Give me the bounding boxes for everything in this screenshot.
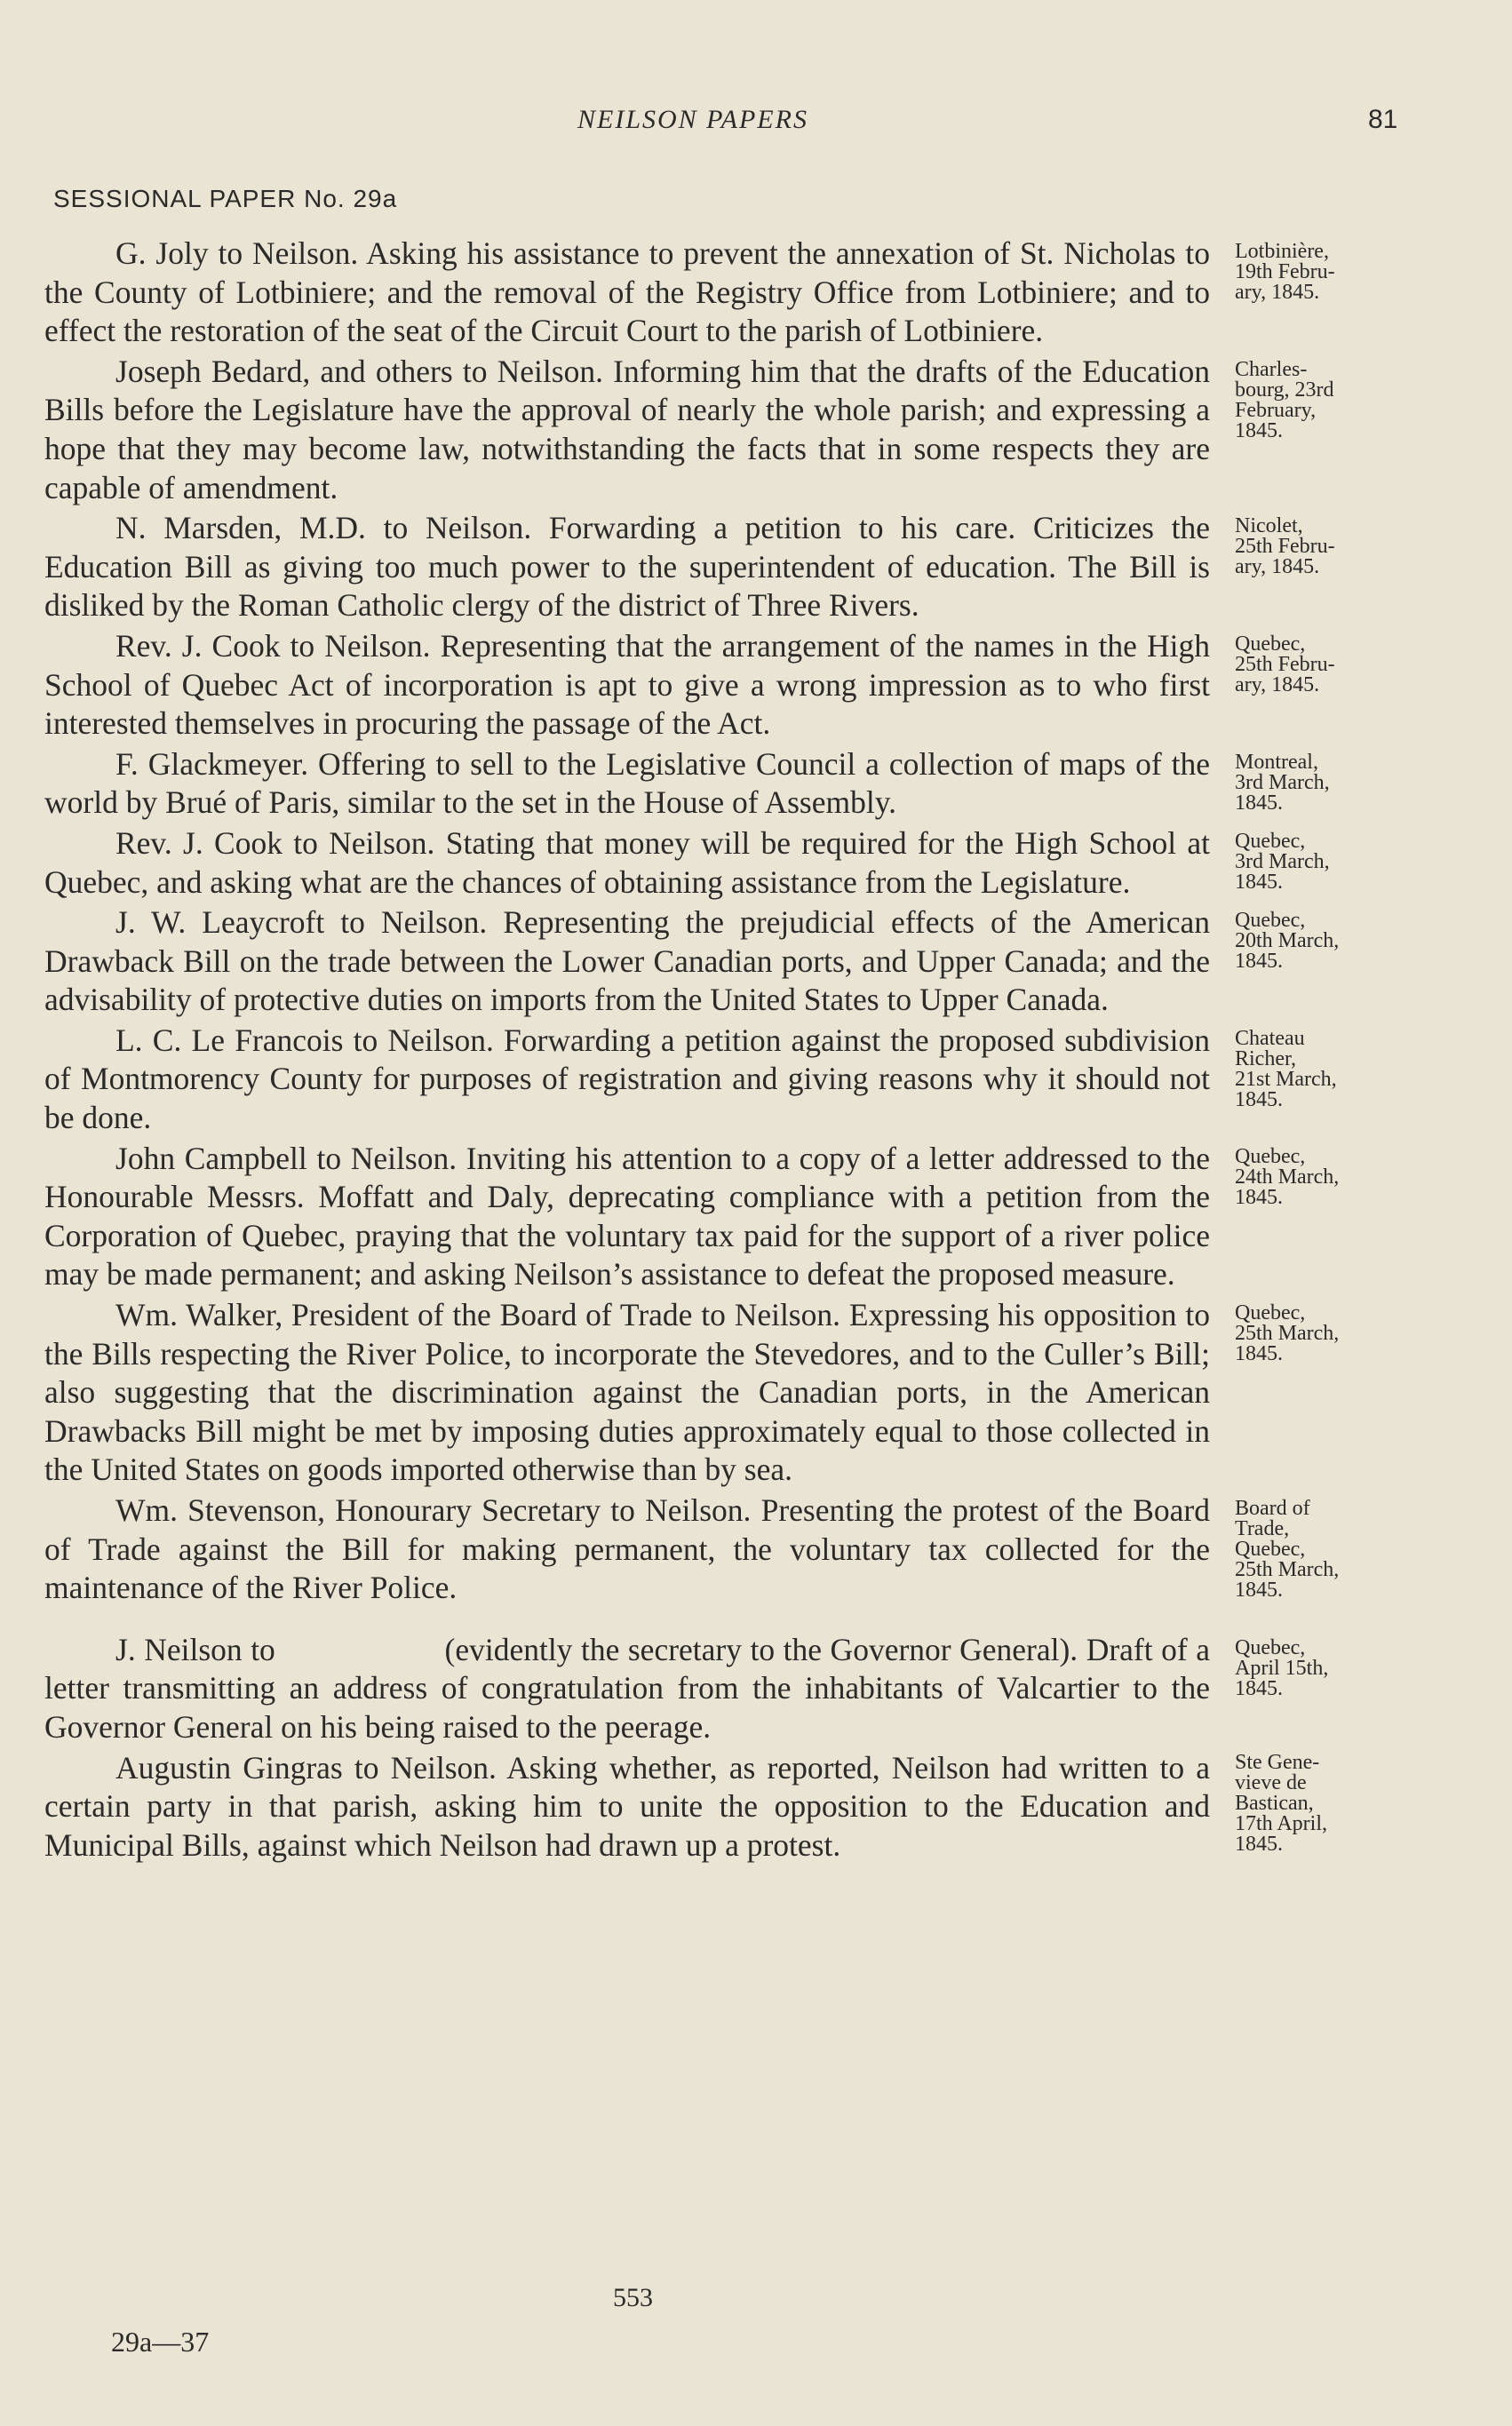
calendar-entry xyxy=(44,1747,1395,1865)
entry-place-date: Quebec, 24th March, 1845. xyxy=(1235,1144,1340,1209)
entry-text: Joseph Bedard, and others to Neilson. Informing him that the drafts of the Education Bills before the Legislature have the approval of nearly the whole parish; and expressing a hope that they may become law, notwithstanding the facts that in some respects they are capable of amendment. xyxy=(44,353,1210,505)
entry-text: Rev. J. Cook to Neilson. Stating that money will be required for the High School at Quebec, and asking what are the chances of obtaining assistance from the Legislature. xyxy=(44,824,1210,900)
calendar-entry xyxy=(44,902,1395,1020)
page-header xyxy=(0,105,1512,140)
entry-place-date: Nicolet, 25th Febru- ary, 1845. xyxy=(1235,514,1335,579)
entry-text: Wm. Walker, President of the Board of Trade to Neilson. Expressing his opposition to the Bills respecting the River Police, to incorporate the Stevedores, and to the Culler’s Bill; also suggesting that the discrimination against the Canadian ports, in the American Drawbacks Bill might be met by imposing duties approximately equal to those collected in the United States on goods imported otherwise than by sea. xyxy=(44,1297,1210,1488)
calendar-entry xyxy=(44,351,1395,507)
entry-text: F. Glackmeyer. Offering to sell to the Legislative Council a collection of maps of the world by Brué of Paris, similar to the set in the House of Assembly. xyxy=(44,745,1210,821)
footer-page-number: 553 xyxy=(613,2283,653,2312)
calendar-entry xyxy=(44,1138,1395,1294)
calendar-entry xyxy=(44,1629,1395,1747)
calendar-entry xyxy=(44,1294,1395,1490)
entry-text: J. Neilson to (evidently the secretary to the Governor General). Draft of a letter transmitting an address of congratulation from the inhabitants of Valcartier to the Governor General on his being raised to the peerage. xyxy=(44,1631,1218,1745)
entry-text: N. Marsden, M.D. to Neilson. Forwarding a petition to his care. Criticizes the Education Bill as giving too much power to the superintendent of education. The Bill is disliked by the Roman Catholic clergy of the district of Three Rivers. xyxy=(44,510,1210,624)
entry-place-date: Quebec, 20th March, 1845. xyxy=(1235,909,1340,974)
calendar-entries xyxy=(44,233,1395,1865)
entry-place-date: Ste Gene- vieve de Bastican, 17th April, 1845. xyxy=(1235,1750,1328,1856)
entry-place-date: Montreal, 3rd March, 1845. xyxy=(1235,750,1330,815)
calendar-entry xyxy=(44,1020,1395,1138)
entry-text: L. C. Le Francois to Neilson. Forwarding a petition against the proposed subdivision of Montmorency County for purposes of registration and giving reasons why it should not be done. xyxy=(44,1022,1210,1136)
page-number: 81 xyxy=(1368,105,1398,134)
calendar-entry xyxy=(44,233,1395,351)
entry-place-date: Quebec, 25th Febru- ary, 1845. xyxy=(1235,632,1335,696)
entry-text: G. Joly to Neilson. Asking his assistance to prevent the annexation of St. Nicholas to the County of Lotbiniere; and the removal of the Registry Office from Lotbiniere; and to effect the restoration of the seat of the Circuit Court to the parish of Lotbiniere. xyxy=(44,235,1210,349)
entry-place-date: Quebec, 25th March, 1845. xyxy=(1235,1301,1340,1366)
calendar-entry xyxy=(44,625,1395,744)
entry-text: Augustin Gingras to Neilson. Asking whether, as reported, Neilson had written to a certain party in that parish, asking him to unite the opposition to the Education and Municipal Bills, against which Neilson had drawn up a protest. xyxy=(44,1749,1210,1863)
entry-place-date: Charles- bourg, 23rd February, 1845. xyxy=(1235,357,1334,442)
calendar-entry xyxy=(44,823,1395,902)
entry-place-date: Lotbinière, 19th Febru- ary, 1845. xyxy=(1235,240,1335,304)
entry-text: John Campbell to Neilson. Inviting his attention to a copy of a letter addressed to the Honourable Messrs. Moffatt and Daly, deprecating compliance with a petition from the Corporation of Quebec, praying that the voluntary tax paid for the support of a river police may be made permanent; and asking Neilson’s assistance to defeat the proposed measure. xyxy=(44,1140,1210,1293)
entry-text: Wm. Stevenson, Honourary Secretary to Neilson. Presenting the protest of the Board of Trade against the Bill for making permanent, the voluntary tax collected for the maintenance of the River Police. xyxy=(44,1492,1210,1606)
entry-place-date: Quebec, 3rd March, 1845. xyxy=(1235,829,1330,894)
entry-place-date: Quebec, April 15th, 1845. xyxy=(1235,1635,1329,1700)
calendar-entry xyxy=(44,1490,1395,1608)
calendar-entry xyxy=(44,744,1395,823)
running-title: NEILSON PAPERS xyxy=(577,105,808,134)
entry-place-date: Chateau Richer, 21st March, 1845. xyxy=(1235,1026,1337,1111)
entry-text: Rev. J. Cook to Neilson. Representing that the arrangement of the names in the High School of Quebec Act of incorporation is apt to give a wrong impression as to who first interested themselves in procuring the passage of the Act. xyxy=(44,627,1210,742)
sessional-paper-label: SESSIONAL PAPER No. 29a xyxy=(53,185,398,212)
entry-text: J. W. Leaycroft to Neilson. Representing the prejudicial effects of the American Drawback Bill on the trade between the Lower Canadian ports, and Upper Canada; and the advisability of protective duties on imports from the United States to Upper Canada. xyxy=(44,904,1210,1018)
calendar-entry xyxy=(44,507,1395,625)
entry-place-date: Board of Trade, Quebec, 25th March, 1845. xyxy=(1235,1497,1340,1602)
footer-signature-code: 29a—37 xyxy=(111,2326,210,2358)
